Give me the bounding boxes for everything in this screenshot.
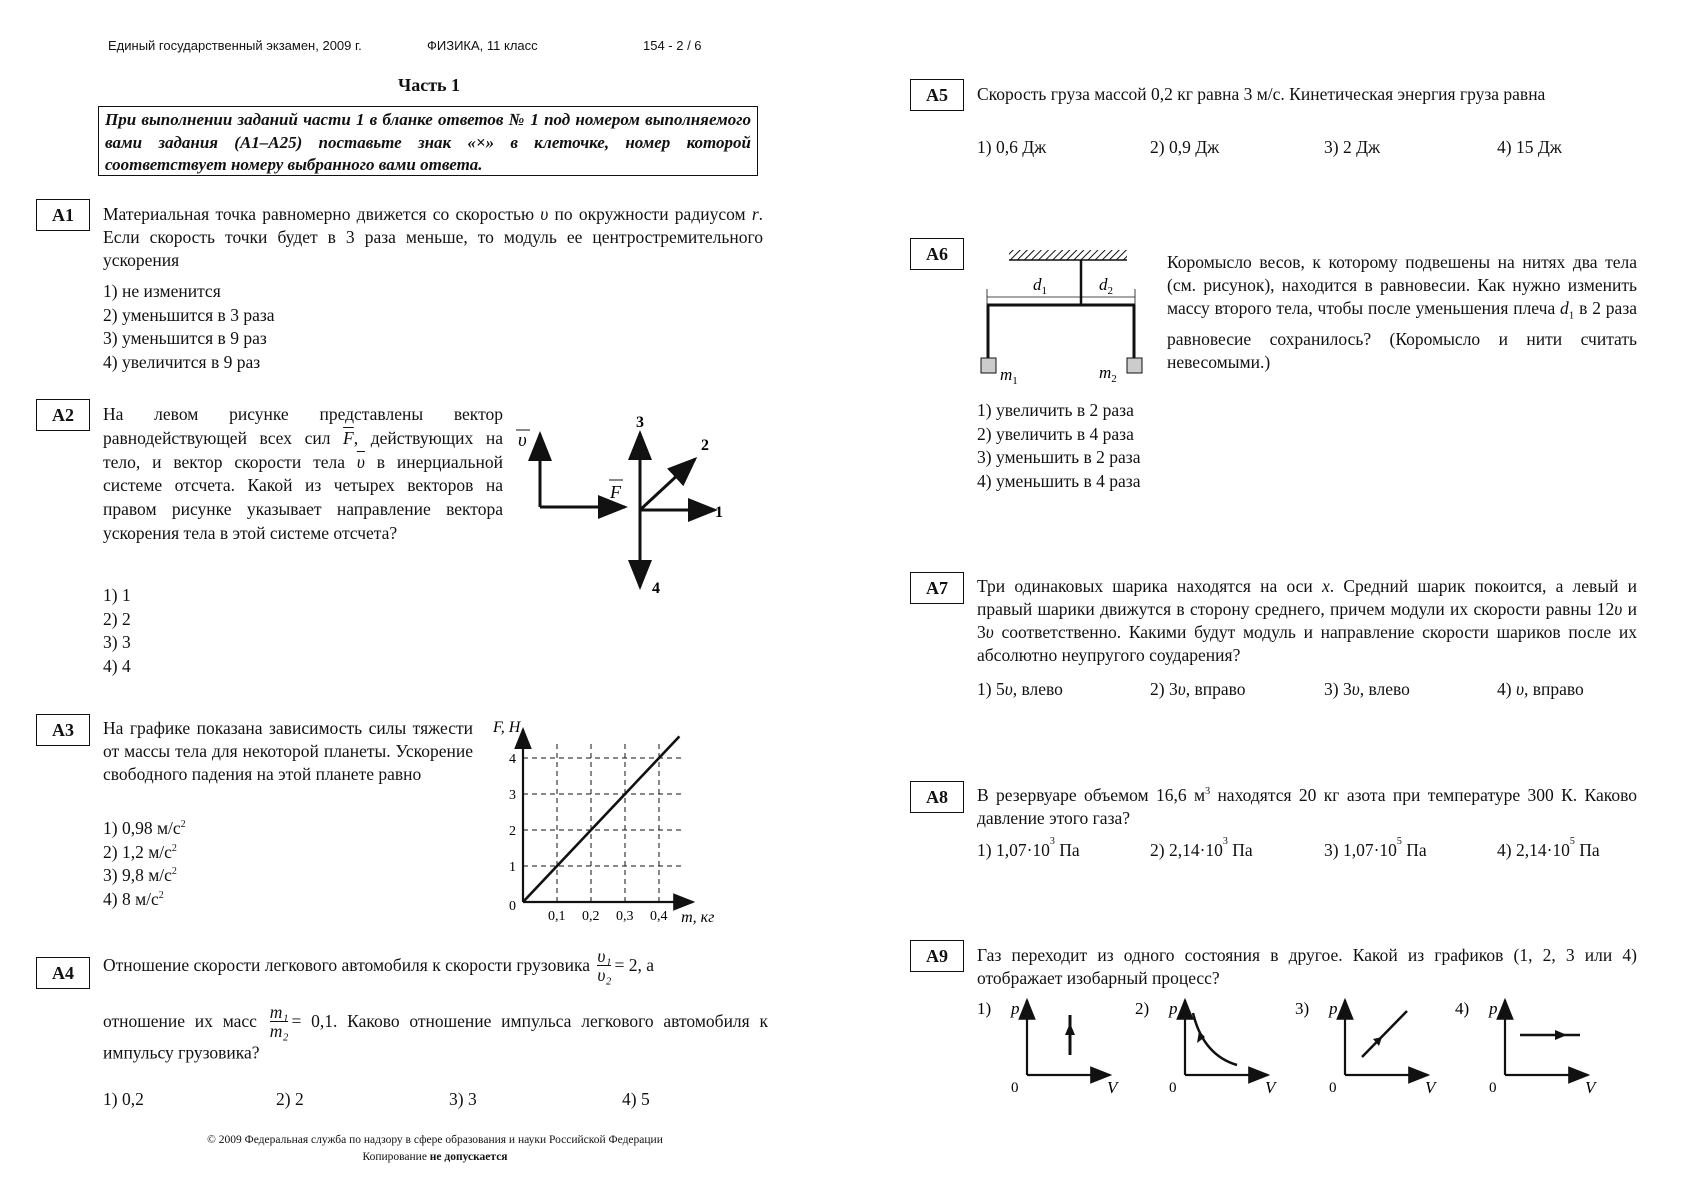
pv-graph-1[interactable] <box>977 999 1120 1095</box>
a1-question: Материальная точка равномерно движется со скоростью υ по окружности радиусом r. Если скорость точки будет в 3 раза меньше, то модуль ее центростремительного ускорения <box>103 204 764 270</box>
answer-option[interactable]: 2) 2 <box>276 1089 304 1109</box>
svg-text:3): 3) <box>1295 999 1310 1018</box>
svg-text:V: V <box>1265 1078 1276 1095</box>
answer-option[interactable]: 3) уменьшить в 2 раза <box>977 447 1141 467</box>
svg-text:4): 4) <box>1455 999 1470 1018</box>
ceiling <box>1009 250 1127 260</box>
answer-option[interactable]: 1) 1 <box>103 585 131 605</box>
part-title: Часть 1 <box>398 75 461 95</box>
answer-option[interactable]: 3) 2 Дж <box>1324 137 1381 157</box>
a8-question: В резервуаре объемом 16,6 $м^3$ находятся 20 кг азота при температуре 300 К. Каково давление этого газа? <box>977 785 1637 828</box>
vector-4-label: 4 <box>652 580 660 597</box>
a4-question-line2: отношение их масс $\frac{\text{m₁}}{\text{m₂}}$ = 0,1. Каково отношение импульса легкового автомобиля к импульсу грузовика? <box>103 1002 768 1063</box>
answer-option[interactable]: 1) не изменится <box>103 281 221 301</box>
answer-option[interactable]: 1) 5υ, влево <box>977 679 1063 699</box>
y-tick-label: 3 <box>509 788 516 803</box>
mass-1 <box>981 358 996 373</box>
task-tag-a3: А3 <box>36 714 90 746</box>
svg-text:p: p <box>1489 999 1498 1018</box>
answer-option[interactable]: 2) 0,9 Дж <box>1150 137 1220 157</box>
answer-option[interactable]: 4) 4 <box>103 655 131 676</box>
a1-options <box>103 280 275 374</box>
answer-option[interactable]: 3) 3 <box>449 1089 477 1109</box>
answer-option[interactable]: 4) $2,14\cdot 10^5$ Па <box>1497 836 1600 860</box>
answer-option[interactable]: 4) 15 Дж <box>1497 137 1562 157</box>
a7-question: Три одинаковых шарика находятся на оси x. Средний шарик покоится, а левый и правый шарики движутся в сторону среднего, причем модули их скорости равны 12υ и 3υ соответственно. Какими будут модуль и направление скорости шариков после их абсолютно неупругого соударения? <box>977 576 1638 665</box>
answer-option[interactable]: 3) 3υ, влево <box>1324 679 1410 699</box>
y-axis-label: F, Н <box>493 719 521 736</box>
answer-option[interactable]: 2) $2,14\cdot 10^3$ Па <box>1150 836 1253 860</box>
y-tick-label: 1 <box>509 860 516 875</box>
answer-option[interactable]: 2) 1,2 $м/с^2$ <box>103 841 177 862</box>
m2-label: $m_2$ <box>1099 363 1117 385</box>
x-tick-label: 0,4 <box>650 909 668 924</box>
svg-text:2): 2) <box>1135 999 1150 1018</box>
y-tick-label: 2 <box>509 824 516 839</box>
answer-option[interactable]: 1) увеличить в 2 раза <box>977 400 1134 420</box>
exam-header <box>108 38 362 53</box>
x-tick-label: 0,1 <box>548 909 566 924</box>
f-label: F <box>610 482 621 502</box>
instruction-box <box>98 106 758 176</box>
mass-2 <box>1127 358 1142 373</box>
answer-option[interactable]: 3) $1,07\cdot 10^5$ Па <box>1324 836 1427 860</box>
a9-question: Газ переходит из одного состояния в другое. Какой из графиков (1, 2, 3 или 4) отображает изобарный процесс? <box>977 945 1637 988</box>
a3-options <box>103 817 186 911</box>
vector-3-label: 3 <box>636 414 644 431</box>
pv-graph-3[interactable] <box>1295 999 1438 1095</box>
vector-2 <box>640 459 695 510</box>
instruction-text: При выполнении заданий части 1 в бланке ответов № 1 под номером выполняемого вами задания (А1–А25) поставьте знак «×» в клеточке, номер которой соответствует номеру выбранного вами ответа. <box>105 110 751 174</box>
answer-option[interactable]: 2) 3υ, вправо <box>1150 679 1246 699</box>
a3-question: На графике показана зависимость силы тяжести от массы тела для некоторой планеты. Ускорение свободного падения на этой планете равно <box>103 718 473 784</box>
speed-ratio: $\frac{\text{υ₁}}{\text{υ₂}}$ <box>597 946 612 985</box>
answer-option[interactable]: 3) уменьшится в 9 раз <box>103 328 267 348</box>
answer-option[interactable]: 4) уменьшить в 4 раза <box>977 470 1141 491</box>
origin-label: 0 <box>509 899 516 914</box>
answer-option[interactable]: 2) 2 <box>103 608 131 629</box>
copy-notice: Копирование не допускается <box>362 1151 508 1163</box>
answer-option[interactable]: 1) 0,2 <box>103 1089 144 1109</box>
answer-option[interactable]: 2) уменьшится в 3 раза <box>103 304 275 325</box>
answer-option[interactable]: 4) 5 <box>622 1089 650 1109</box>
answer-option[interactable]: 4) υ, вправо <box>1497 679 1584 699</box>
data-line <box>523 736 679 902</box>
answer-option[interactable]: 1) 0,98 $м/с^2$ <box>103 818 186 838</box>
a4-question-line1: Отношение скорости легкового автомобиля к скорости грузовика $\frac{\text{υ₁}}{\text{υ₂}}$ = 2, а <box>103 946 654 985</box>
task-tag-a7: А7 <box>910 572 964 604</box>
v-label: υ <box>518 430 527 451</box>
svg-text:1): 1) <box>977 999 992 1018</box>
m1-label: $m_1$ <box>1000 365 1018 387</box>
a2-vector-figure <box>510 410 730 600</box>
vector-2-label: 2 <box>701 437 709 454</box>
task-tag-a6: А6 <box>910 238 964 270</box>
task-tag-a5: А5 <box>910 79 964 111</box>
pv-graph-2[interactable] <box>1135 999 1278 1095</box>
task-tag-a8: А8 <box>910 781 964 813</box>
footer <box>90 1132 780 1166</box>
task-tag-a1: А1 <box>36 199 90 231</box>
page-number: 154 - 2 / 6 <box>643 38 702 53</box>
a6-options <box>977 399 1140 493</box>
task-tag-a4: А4 <box>36 957 90 989</box>
svg-text:0: 0 <box>1329 1080 1337 1095</box>
svg-text:V: V <box>1425 1078 1436 1095</box>
answer-option[interactable]: 1) 0,6 Дж <box>977 137 1047 157</box>
answer-option[interactable]: 3) 3 <box>103 632 131 652</box>
svg-text:0: 0 <box>1169 1080 1177 1095</box>
task-tag-a9: А9 <box>910 940 964 972</box>
a2-options <box>103 584 131 678</box>
svg-text:p: p <box>1169 999 1178 1018</box>
svg-text:V: V <box>1585 1078 1596 1095</box>
answer-option[interactable]: 4) увеличится в 9 раз <box>103 351 261 372</box>
x-axis-label: m, кг <box>681 909 715 925</box>
a3-force-mass-chart <box>478 710 738 925</box>
mass-ratio: $\frac{\text{m₁}}{\text{m₂}}$ <box>269 1002 289 1041</box>
pv-graph-4[interactable] <box>1455 999 1598 1095</box>
svg-text:p: p <box>1011 999 1020 1018</box>
svg-text:0: 0 <box>1011 1080 1019 1095</box>
a9-graphs <box>975 995 1615 1095</box>
copyright: © 2009 Федеральная служба по надзору в сфере образования и науки Российской Федерации <box>207 1134 663 1146</box>
vector-1-label: 1 <box>715 504 723 521</box>
y-tick-label: 4 <box>509 752 516 767</box>
svg-text:V: V <box>1107 1078 1118 1095</box>
d1-label: $d_1$ <box>1033 275 1047 297</box>
answer-option[interactable]: 2) увеличить в 4 раза <box>977 423 1134 444</box>
d2-label: $d_2$ <box>1099 275 1113 297</box>
svg-text:0: 0 <box>1489 1080 1497 1095</box>
svg-text:p: p <box>1329 999 1338 1018</box>
answer-option[interactable]: 4) 8 $м/с^2$ <box>103 888 164 909</box>
subject: ФИЗИКА, 11 класс <box>427 38 538 53</box>
answer-option[interactable]: 1) $1,07\cdot 10^3$ Па <box>977 836 1080 860</box>
a6-balance-figure <box>975 245 1155 390</box>
task-tag-a2: А2 <box>36 399 90 431</box>
x-tick-label: 0,3 <box>616 909 634 924</box>
exam-title: Единый государственный экзамен, 2009 г. <box>108 38 362 53</box>
answer-option[interactable]: 3) 9,8 $м/с^2$ <box>103 865 177 885</box>
a5-question: Скорость груза массой 0,2 кг равна 3 м/с. Кинетическая энергия груза равна <box>977 84 1546 104</box>
a2-question: На левом рисунке представлены вектор равнодействующей всех сил $\overline{F}$, действующих на тело, и вектор скорости тела $\overline{\upsilon}$ в инерциальной системе отсчета. Какой из четырех векторов на правом рисунке указывает направление вектора ускорения тела в этой системе отсчета? <box>103 404 503 543</box>
a6-question: Коромысло весов, к которому подвешены на нитях два тела (см. рисунок), находится в равновесии. Как нужно изменить массу второго тела, чтобы после уменьшения плеча $d_1$ в 2 раза равновесие сохранилось? (Коромысло и нити считать невесомыми.) <box>1167 252 1637 372</box>
x-tick-label: 0,2 <box>582 909 600 924</box>
